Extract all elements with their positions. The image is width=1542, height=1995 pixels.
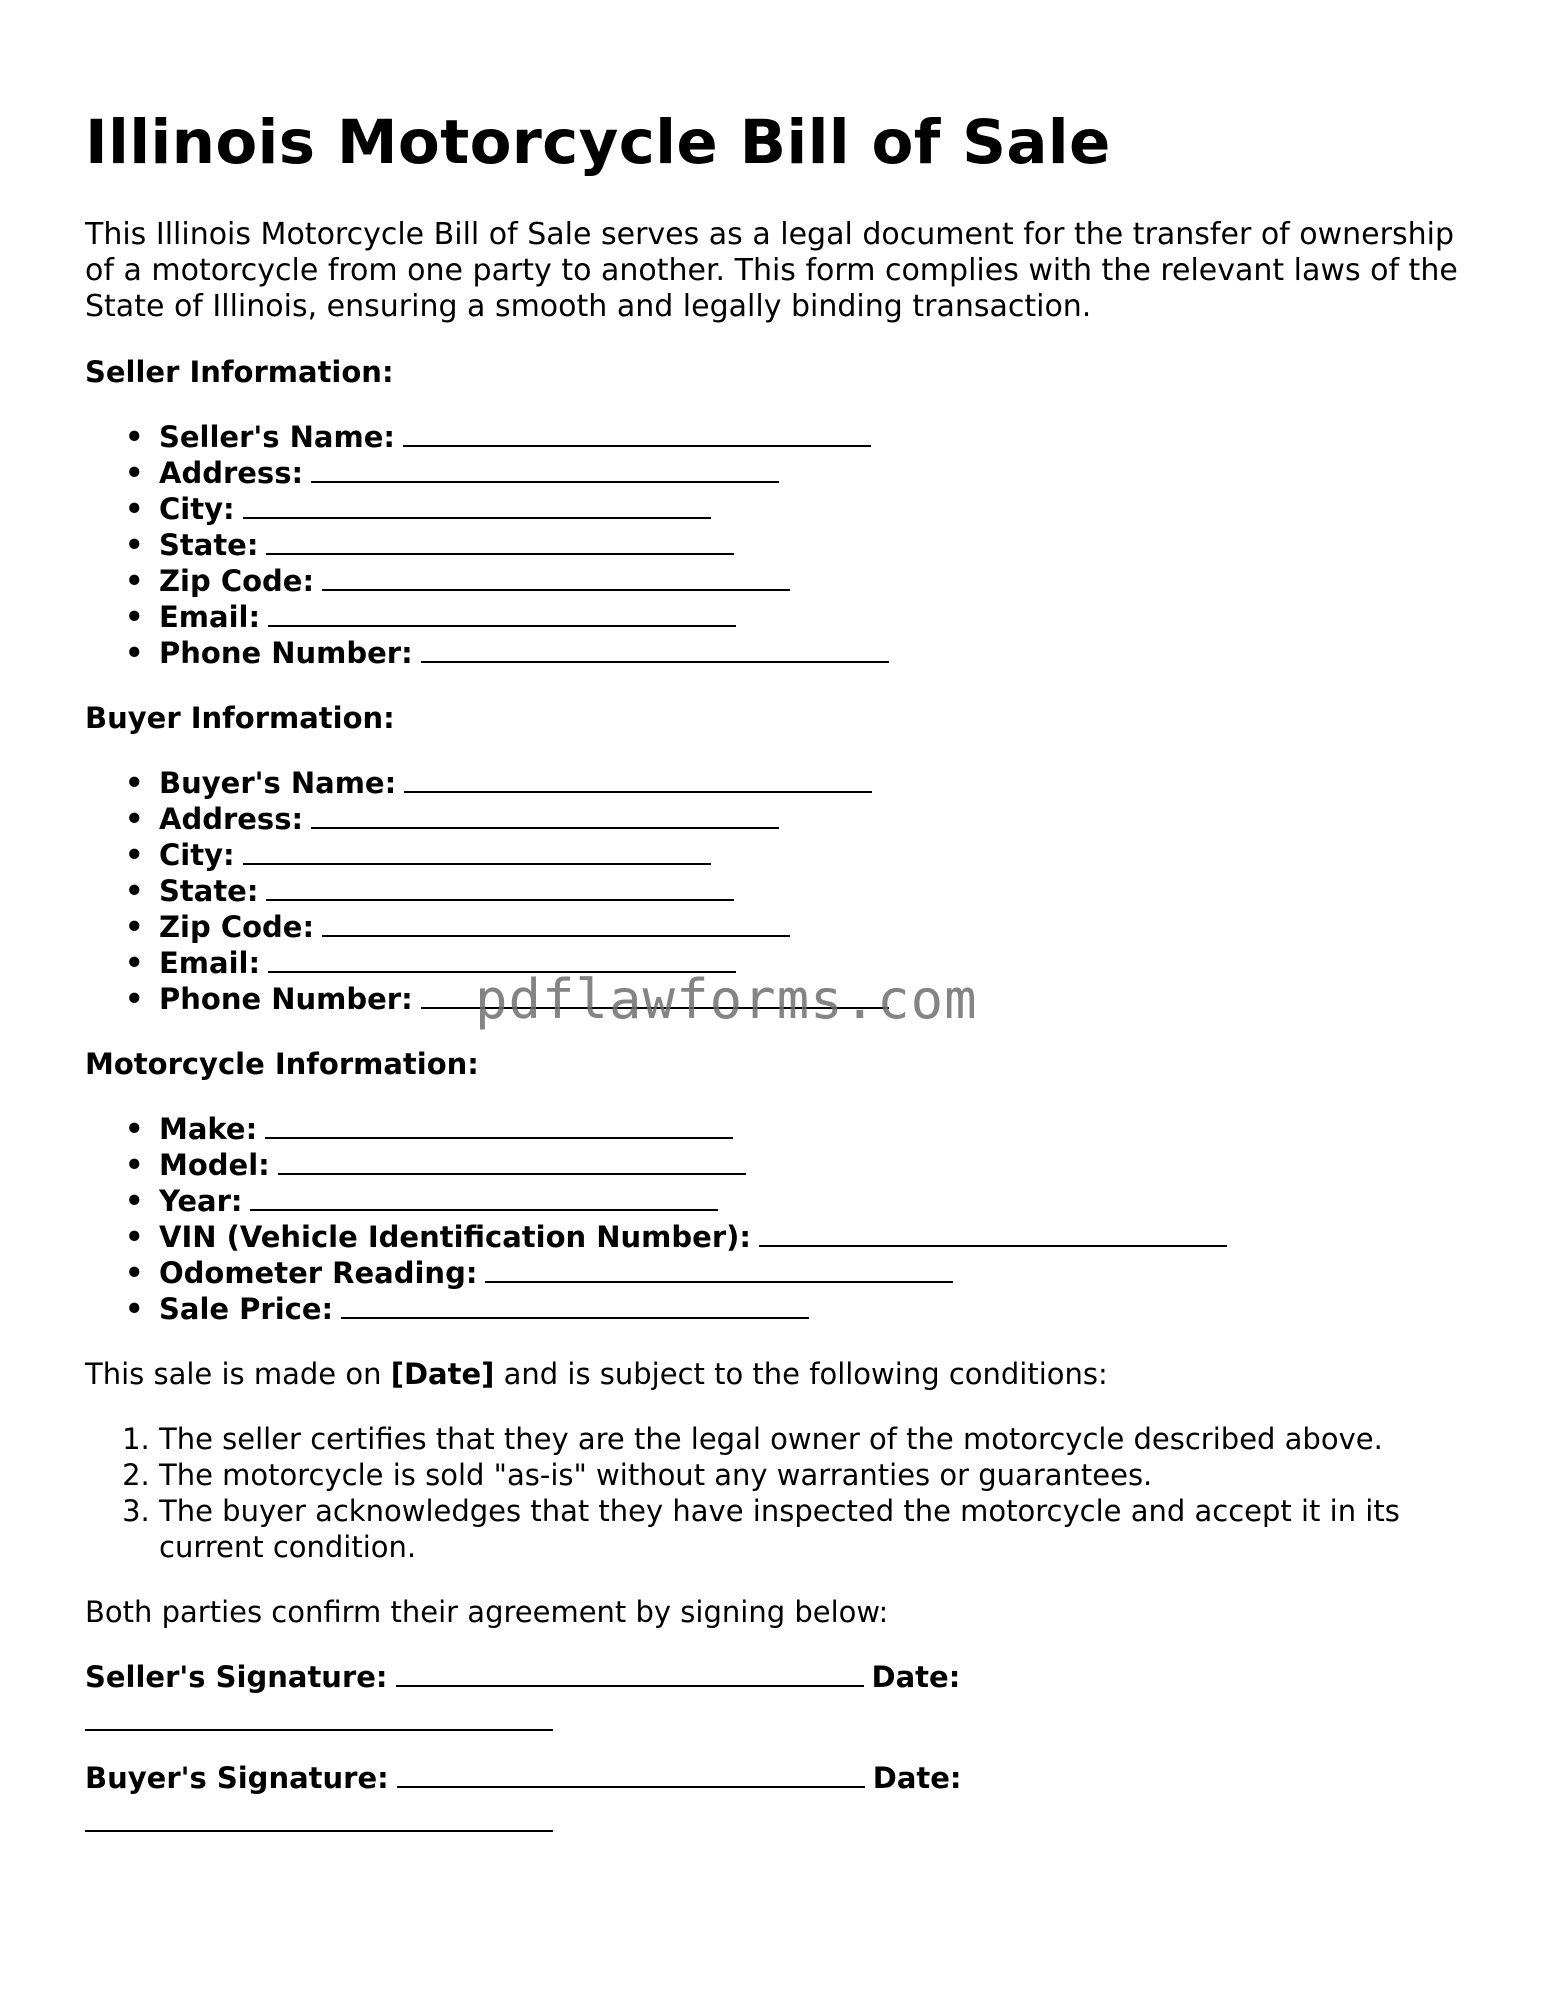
- buyer-signature-line: [85, 1760, 1465, 1832]
- buyer-state-blank[interactable]: [266, 875, 734, 901]
- seller-city-field: [125, 491, 1465, 527]
- conditions-list: [85, 1421, 1465, 1565]
- seller-phone-blank[interactable]: [421, 637, 889, 663]
- odometer-field: [125, 1255, 1465, 1291]
- year-field: [125, 1183, 1465, 1219]
- motorcycle-fields-list: [85, 1111, 1465, 1327]
- buyer-fields-list: [85, 765, 1465, 1017]
- buyer-date-blank[interactable]: [85, 1810, 553, 1832]
- make-blank[interactable]: [265, 1113, 733, 1139]
- field-label: Email:: [159, 600, 261, 634]
- field-label: Address:: [159, 456, 304, 490]
- buyer-state-field: [125, 873, 1465, 909]
- buyer-phone-blank[interactable]: [421, 983, 889, 1009]
- seller-name-field: [125, 419, 1465, 455]
- field-label: Phone Number:: [159, 982, 413, 1016]
- seller-date-label: Date:: [871, 1660, 961, 1694]
- seller-date-blank[interactable]: [85, 1709, 553, 1731]
- seller-address-field: [125, 455, 1465, 491]
- motorcycle-section-heading: Motorcycle Information:: [85, 1047, 479, 1081]
- seller-state-blank[interactable]: [266, 529, 734, 555]
- field-label: Year:: [159, 1184, 243, 1218]
- buyer-address-blank[interactable]: [311, 803, 779, 829]
- field-label: Seller's Name:: [159, 420, 395, 454]
- buyer-name-field: [125, 765, 1465, 801]
- field-label: Address:: [159, 802, 304, 836]
- field-label: Model:: [159, 1148, 270, 1182]
- seller-signature-label: Seller's Signature:: [85, 1660, 388, 1694]
- field-label: Buyer's Name:: [159, 766, 397, 800]
- sale-statement-before: This sale is made on: [85, 1357, 391, 1391]
- field-label: State:: [159, 528, 259, 562]
- seller-address-blank[interactable]: [311, 457, 779, 483]
- field-label: Phone Number:: [159, 636, 413, 670]
- buyer-city-blank[interactable]: [243, 839, 711, 865]
- field-label: City:: [159, 492, 235, 526]
- year-blank[interactable]: [250, 1185, 718, 1211]
- field-label: City:: [159, 838, 235, 872]
- condition-item: 1. The seller certifies that they are the legal owner of the motorcycle described above.: [159, 1421, 1465, 1457]
- seller-name-blank[interactable]: [403, 421, 871, 447]
- seller-email-blank[interactable]: [268, 601, 736, 627]
- buyer-phone-field: [125, 981, 1465, 1017]
- sale-statement-after: and is subject to the following conditions:: [494, 1357, 1108, 1391]
- sale-price-field: [125, 1291, 1465, 1327]
- field-label: VIN (Vehicle Identification Number):: [159, 1220, 751, 1254]
- buyer-section-heading: Buyer Information:: [85, 701, 395, 735]
- condition-item: 3. The buyer acknowledges that they have inspected the motorcycle and accept it in its current condition.: [159, 1493, 1465, 1565]
- seller-signature-blank[interactable]: [396, 1661, 864, 1687]
- vin-field: [125, 1219, 1465, 1255]
- seller-signature-line: [85, 1659, 1465, 1731]
- buyer-name-blank[interactable]: [404, 767, 872, 793]
- buyer-email-blank[interactable]: [268, 947, 736, 973]
- seller-email-field: [125, 599, 1465, 635]
- watermark-text: pdflawforms.com: [475, 968, 978, 1031]
- field-label: Email:: [159, 946, 261, 980]
- intro-paragraph: This Illinois Motorcycle Bill of Sale serves as a legal document for the transfer of ownership of a motorcycle from one party to another. This form complies with the relevant laws of the State of Illinois, ensuring a smooth and legally binding transaction.: [85, 217, 1458, 324]
- buyer-signature-label: Buyer's Signature:: [85, 1761, 389, 1795]
- odometer-blank[interactable]: [485, 1257, 953, 1283]
- buyer-city-field: [125, 837, 1465, 873]
- model-blank[interactable]: [278, 1149, 746, 1175]
- buyer-email-field: [125, 945, 1465, 981]
- make-field: [125, 1111, 1465, 1147]
- buyer-date-label: Date:: [872, 1761, 962, 1795]
- buyer-address-field: [125, 801, 1465, 837]
- page-title: Illinois Motorcycle Bill of Sale: [85, 107, 1111, 178]
- date-placeholder: [Date]: [390, 1357, 495, 1391]
- buyer-zip-field: [125, 909, 1465, 945]
- vin-blank[interactable]: [759, 1221, 1227, 1247]
- condition-item: 2. The motorcycle is sold "as-is" without any warranties or guarantees.: [159, 1457, 1465, 1493]
- buyer-signature-blank[interactable]: [397, 1762, 865, 1788]
- field-label: State:: [159, 874, 259, 908]
- document-page: [85, 100, 1465, 1832]
- seller-phone-field: [125, 635, 1465, 671]
- seller-zip-field: [125, 563, 1465, 599]
- sale-statement: [85, 1356, 1465, 1392]
- field-label: Make:: [159, 1112, 258, 1146]
- agreement-text: Both parties confirm their agreement by signing below:: [85, 1595, 889, 1629]
- seller-zip-blank[interactable]: [322, 565, 790, 591]
- field-label: Odometer Reading:: [159, 1256, 478, 1290]
- sale-price-blank[interactable]: [341, 1293, 809, 1319]
- field-label: Sale Price:: [159, 1292, 334, 1326]
- model-field: [125, 1147, 1465, 1183]
- buyer-zip-blank[interactable]: [322, 911, 790, 937]
- seller-state-field: [125, 527, 1465, 563]
- seller-fields-list: [85, 419, 1465, 671]
- seller-section-heading: Seller Information:: [85, 355, 394, 389]
- field-label: Zip Code:: [159, 564, 315, 598]
- field-label: Zip Code:: [159, 910, 315, 944]
- seller-city-blank[interactable]: [243, 493, 711, 519]
